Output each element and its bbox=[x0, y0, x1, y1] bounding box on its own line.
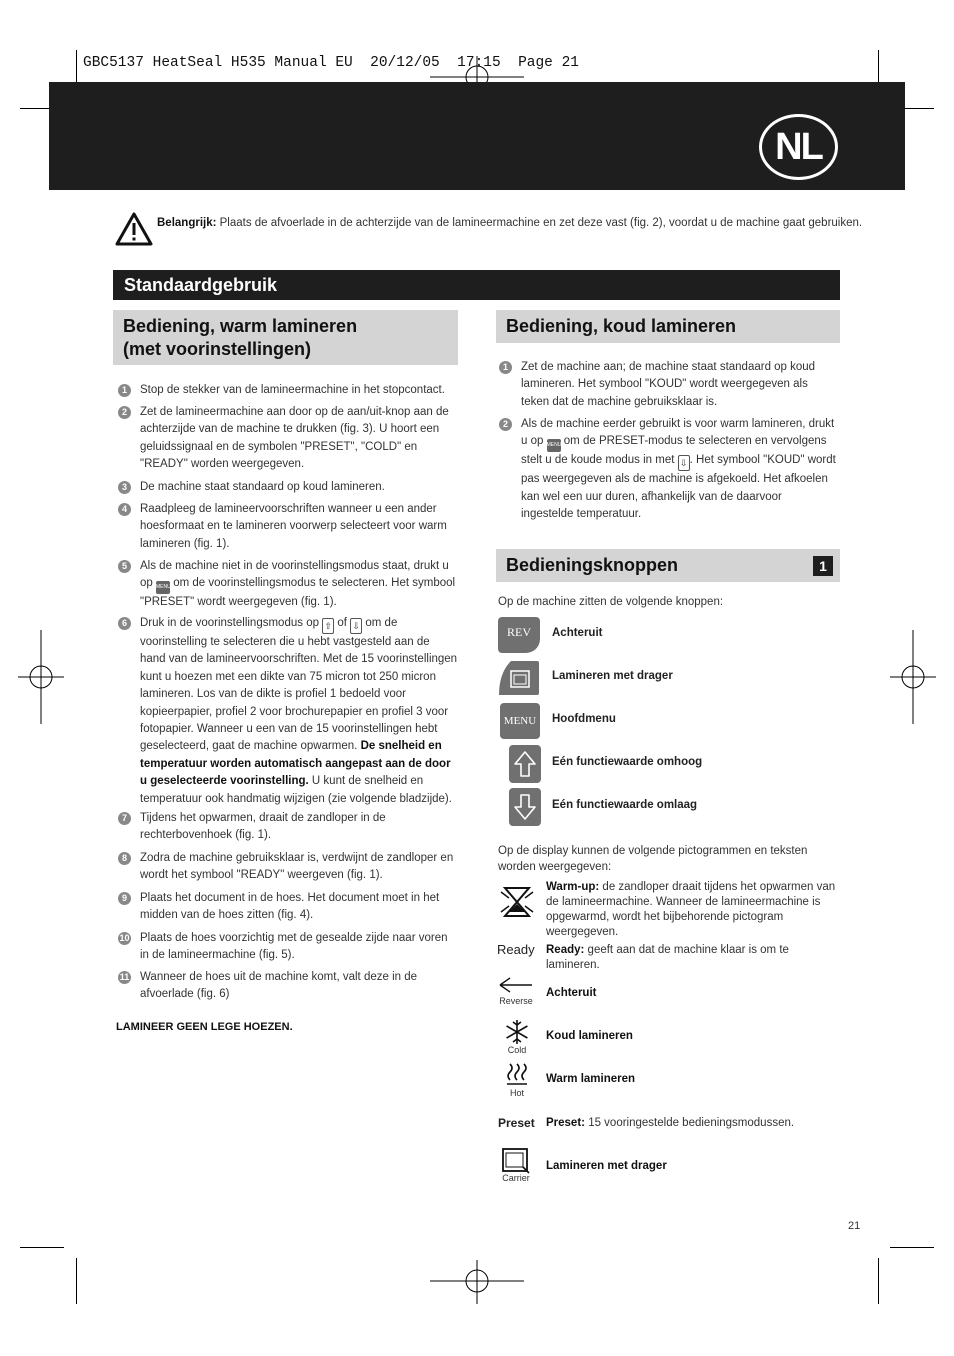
step-number: 4 bbox=[118, 503, 131, 516]
list-item bbox=[118, 890, 458, 925]
pictogram-bold: Warm lamineren bbox=[546, 1073, 636, 1085]
warm-heading-line2: (met voorinstellingen) bbox=[123, 339, 312, 359]
step-number: 7 bbox=[118, 812, 131, 825]
step-text bbox=[521, 416, 837, 524]
heat-waves-icon bbox=[506, 1062, 528, 1086]
arrow-down-key-icon bbox=[509, 788, 541, 826]
list-item bbox=[118, 558, 458, 612]
pictogram-label bbox=[546, 1029, 838, 1044]
step-text-part: . Het symbool "KOUD" wordt pas weergegeven als de machine is afgekoeld. Het afkoelen kan wel een uur duren, afhankelijk van de daarvoor ingestelde temperatuur. bbox=[521, 454, 836, 521]
pictogram-label bbox=[546, 986, 838, 1001]
step-text-part: Als de machine eerder gebruikt is voor warm lamineren, drukt u op bbox=[521, 418, 835, 448]
arrow-up-icon: ⇧ bbox=[322, 618, 334, 634]
list-item bbox=[118, 382, 458, 399]
step-number: 9 bbox=[118, 892, 131, 905]
step-text: Stop de stekker van de lamineermachine in het stopcontact. bbox=[140, 384, 445, 396]
warm-heading-line1: Bediening, warm lamineren bbox=[123, 316, 358, 336]
warm-lamination-heading bbox=[113, 310, 458, 365]
list-item bbox=[118, 615, 458, 808]
registration-mark-icon bbox=[430, 1260, 524, 1304]
list-item bbox=[118, 969, 458, 1004]
list-item bbox=[118, 404, 458, 474]
figure-number: 1 bbox=[813, 556, 833, 576]
pictogram-bold: Koud lamineren bbox=[546, 1030, 633, 1042]
ready-indicator: Ready bbox=[497, 942, 535, 957]
pictogram-bold: Achteruit bbox=[546, 987, 597, 999]
step-number: 1 bbox=[118, 384, 131, 397]
step-number: 2 bbox=[118, 406, 131, 419]
warning-text bbox=[157, 217, 862, 229]
button-label: Lamineren met drager bbox=[552, 670, 673, 682]
snowflake-icon bbox=[504, 1019, 530, 1045]
menu-key-icon: MENU bbox=[156, 581, 170, 594]
step-number: 8 bbox=[118, 852, 131, 865]
cold-lamination-heading: Bediening, koud lamineren bbox=[496, 310, 840, 343]
display-intro: Op de display kunnen de volgende pictogrammen en teksten worden weergegeven: bbox=[498, 845, 808, 873]
crop-mark bbox=[890, 1247, 934, 1248]
pictogram-bold: Ready: bbox=[546, 944, 585, 956]
step-number: 2 bbox=[499, 418, 512, 431]
step-text: Zodra de machine gebruiksklaar is, verdwijnt de zandloper en wordt het symbool "READY" weergeven (fig. 1). bbox=[140, 852, 454, 882]
step-text-part: om de PRESET-modus te selecteren en vervolgens stelt u de koude modus in met bbox=[521, 435, 827, 467]
section-title: Standaardgebruik bbox=[113, 270, 840, 300]
button-label: Eén functiewaarde omlaag bbox=[552, 799, 698, 811]
buttons-intro: Op de machine zitten de volgende knoppen: bbox=[498, 596, 724, 608]
list-item bbox=[499, 416, 837, 524]
buttons-heading bbox=[496, 549, 840, 582]
registration-mark-icon bbox=[890, 630, 936, 724]
list-item bbox=[118, 930, 458, 965]
pictogram-label bbox=[546, 943, 838, 973]
carrier-key-icon bbox=[497, 659, 541, 697]
list-item bbox=[499, 359, 837, 411]
page-number: 21 bbox=[848, 1220, 861, 1232]
step-number: 1 bbox=[499, 361, 512, 374]
pictogram-label bbox=[546, 1072, 838, 1087]
list-item bbox=[118, 810, 458, 845]
pictogram-label bbox=[546, 1116, 838, 1131]
warning-bold: Belangrijk: bbox=[157, 217, 217, 229]
menu-key-icon: MENU bbox=[500, 703, 540, 739]
pictogram-text: de zandloper draait tijdens het opwarmen van de lamineermachine. Wanneer de lamineermachine is opgewarmd, wordt het bijbehorende pictogram weergegeven. bbox=[546, 881, 836, 938]
crop-mark bbox=[20, 1247, 64, 1248]
step-text: Zet de machine aan; de machine staat standaard op koud lamineren. Het symbool "KOUD" wordt weergegeven als teken dat de machine gebruiksklaar is. bbox=[521, 361, 816, 408]
hourglass-icon bbox=[499, 884, 535, 920]
reverse-arrow-icon bbox=[498, 976, 534, 994]
step-text-part: Als de machine niet in de voorinstellingsmodus staat, drukt u op bbox=[140, 560, 449, 590]
arrow-up-key-icon bbox=[509, 745, 541, 783]
step-text: Raadpleeg de lamineervoorschriften wanneer u een ander hoesformaat en te lamineren voorwerp selecteert voor warm lamineren (fig. 1). bbox=[140, 503, 447, 550]
step-text: Plaats de hoes voorzichtig met de gesealde zijde naar voren in de lamineermachine (fig. 5). bbox=[140, 932, 448, 962]
print-header: GBC5137 HeatSeal H535 Manual EU 20/12/05 17:15 Page 21 bbox=[83, 55, 579, 71]
warning-note: LAMINEER GEEN LEGE HOEZEN. bbox=[116, 1021, 293, 1033]
step-text-part: om de voorinstelling te selecteren die u hebt vastgesteld aan de hand van de lamineervoorschriften. Met de 15 voorinstellingen kunt u hoezen met een dikte van 75 micron tot 250 micron lamineren. Los van de dikte is profiel 1 bedoeld voor kopieerpapier, profiel 2 voor brochurepapier en profiel 3 voor fotopapier. Wanneer u een van de 15 voorinstellingen hebt geselecteerd, gaat de machine opwarmen. bbox=[140, 617, 458, 753]
step-text-bold: De snelheid en temperatuur worden automatisch aangepast aan de door u geselecteerde voorinstelling. bbox=[140, 740, 451, 788]
step-text: Plaats het document in de hoes. Het document moet in het midden van de hoes zitten (fig. 4). bbox=[140, 892, 440, 922]
menu-key-icon: MENU bbox=[547, 439, 561, 452]
icon-caption: Carrier bbox=[502, 1173, 530, 1183]
step-number: 6 bbox=[118, 617, 131, 630]
icon-caption: Reverse bbox=[499, 996, 533, 1006]
list-item bbox=[118, 501, 458, 553]
step-text-part: Druk in de voorinstellingsmodus op bbox=[140, 617, 319, 629]
step-text-part: om de voorinstellingsmodus te selecteren. Het symbool "PRESET" wordt weergegeven (fig. 1). bbox=[140, 577, 456, 609]
step-text: Wanneer de hoes uit de machine komt, valt deze in de afvoerlade (fig. 6) bbox=[140, 971, 418, 1001]
warning-triangle-icon bbox=[115, 212, 153, 246]
pictogram-text: geeft aan dat de machine klaar is om te lamineren. bbox=[546, 944, 789, 971]
step-number: 5 bbox=[118, 560, 131, 573]
pictogram-bold: Warm-up: bbox=[546, 881, 600, 893]
rev-key-icon: REV bbox=[498, 617, 540, 653]
step-text-part: U kunt de snelheid en temperatuur ook handmatig wijzigen (zie volgende bladzijde). bbox=[140, 775, 452, 805]
icon-caption: Hot bbox=[509, 1088, 524, 1098]
step-text bbox=[140, 615, 458, 808]
step-text: De machine staat standaard op koud lamineren. bbox=[140, 481, 385, 493]
button-label: Hoofdmenu bbox=[552, 713, 616, 725]
pictogram-label bbox=[546, 1159, 838, 1174]
step-text: Tijdens het opwarmen, draait de zandloper in de rechterbovenhoek (fig. 1). bbox=[140, 812, 386, 842]
button-label: Achteruit bbox=[552, 627, 603, 639]
crop-mark bbox=[76, 1258, 77, 1304]
preset-indicator: Preset bbox=[498, 1116, 535, 1130]
step-number: 3 bbox=[118, 481, 131, 494]
pictogram-bold: Lamineren met drager bbox=[546, 1160, 667, 1172]
step-number: 10 bbox=[119, 933, 130, 943]
pictogram-text: 15 vooringestelde bedieningsmodussen. bbox=[585, 1117, 795, 1129]
crop-mark bbox=[878, 1258, 879, 1304]
step-text-part: of bbox=[337, 617, 347, 629]
pictogram-label bbox=[546, 880, 838, 940]
button-label: Eén functiewaarde omhoog bbox=[552, 756, 703, 768]
step-text: Zet de lamineermachine aan door op de aan/uit-knop aan de achterzijde van de machine te drukken (fig. 3). U hoort een geluidssignaal en de symbolen "PRESET", "COLD" en "READY" worden weergegeven. bbox=[140, 406, 449, 471]
pictogram-bold: Preset: bbox=[546, 1117, 585, 1129]
list-item bbox=[118, 850, 458, 885]
buttons-heading-text: Bedieningsknoppen bbox=[506, 555, 679, 575]
carrier-icon bbox=[501, 1147, 531, 1175]
arrow-down-icon: ⇩ bbox=[350, 618, 362, 634]
step-number: 11 bbox=[119, 972, 130, 982]
registration-mark-icon bbox=[18, 630, 64, 724]
list-item bbox=[118, 479, 458, 496]
warning-body: Plaats de afvoerlade in de achterzijde van de lamineermachine en zet deze vast (fig. 2), voordat u de machine gaat gebruiken. bbox=[216, 217, 863, 229]
arrow-down-icon: ⇩ bbox=[678, 455, 690, 471]
icon-caption: Cold bbox=[507, 1045, 527, 1055]
language-badge: NL bbox=[759, 114, 838, 180]
step-text bbox=[140, 558, 458, 612]
